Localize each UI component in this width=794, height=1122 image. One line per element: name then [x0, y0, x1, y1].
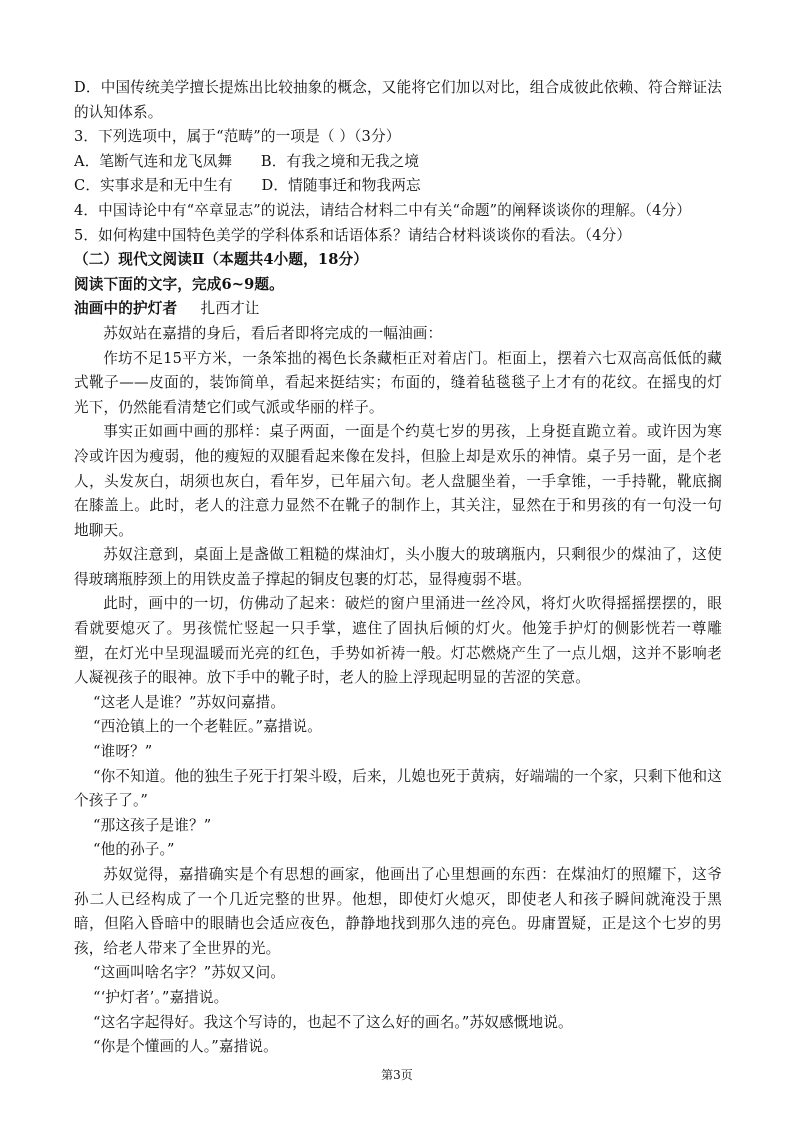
- story-dialogue: “你是个懂画的人。”嘉措说。: [92, 1038, 278, 1056]
- story-dialogue: “那这孩子是谁？”: [92, 816, 212, 834]
- question-3: 3．下列选项中，属于“范畴”的一项是（ ）（3分）: [74, 128, 401, 146]
- question-3-options-ab: A．笔断气连和龙飞凤舞 B．有我之境和无我之境: [74, 152, 420, 170]
- story-dialogue: “这老人是谁？”苏奴问嘉措。: [92, 693, 286, 711]
- story-paragraph: 事实正如画中画的那样：桌子两面，一面是个约莫七岁的男孩，上身挺直跪立着。或许因为寒冷或许因为瘦弱，他的瘦短的双腿看起来像在发抖，但脸上却是欢乐的神情。桌子另一面，是个老人，头发灰白，胡须也灰白，看年岁，已年届六旬。老人盘腿坐着，一手拿锥，一手持靴，靴底搁在膝盖上。此时，老人的注意力显然不在靴子的制作上，其关注，显然在于和男孩的有一句没一句地聊天。: [74, 423, 722, 539]
- story-author: 扎西才让: [200, 300, 260, 318]
- story-paragraph: 此时，画中的一切，仿佛动了起来：破烂的窗户里涌进一丝冷风，将灯火吹得摇摇摆摆的，眼看就要熄灭了。男孩慌忙竖起一只手掌，遮住了固执后倾的灯火。他笼手护灯的侧影恍若一尊雕塑，在灯光中呈现温暖而光亮的红色，手势如祈祷一般。灯芯燃烧产生了一点儿烟，这并不影响老人凝视孩子的眼神。放下手中的靴子时，老人的脸上浮现起明显的苦涩的笑意。: [74, 595, 722, 687]
- section-heading: （二）现代文阅读Ⅱ（本题共4小题，18分）: [74, 251, 369, 269]
- section-instruction: 阅读下面的文字，完成6~9题。: [74, 275, 284, 293]
- story-dialogue: “这画叫啥名字？”苏奴又问。: [92, 964, 286, 982]
- page-number: 第3页: [381, 1068, 413, 1082]
- story-dialogue: “西沧镇上的一个老鞋匠。”嘉措说。: [92, 718, 323, 736]
- story-title-row: [74, 297, 722, 322]
- story-dialogue: “‘护灯者’。”嘉措说。: [92, 988, 229, 1006]
- question-4: 4．中国诗论中有“卒章显志”的说法，请结合材料二中有关“命题”的阐释谈谈你的理解。（4分）: [74, 201, 692, 219]
- story-paragraph: 苏奴站在嘉措的身后，看后者即将完成的一幅油画：: [103, 324, 443, 342]
- story-title: 油画中的护灯者: [74, 300, 178, 318]
- page-content: [74, 76, 722, 1060]
- question-3-options-cd: C．实事求是和无中生有 D．情随事迁和物我两忘: [74, 177, 421, 195]
- question-2-option-d: D．中国传统美学擅长提炼出比较抽象的概念，又能将它们加以对比，组合成彼此依赖、符合辩证法的认知体系。: [74, 79, 722, 121]
- story-dialogue: “这名字起得好。我这个写诗的，也起不了这么好的画名。”苏奴感慨地说。: [92, 1013, 573, 1031]
- story-dialogue: “你不知道。他的独生子死于打架斗殴，后来，儿媳也死于黄病，好端端的一个家，只剩下他和这个孩子了。”: [74, 767, 722, 810]
- question-5: 5．如何构建中国特色美学的学科体系和话语体系？请结合材料谈谈你的看法。（4分）: [74, 226, 632, 244]
- story-paragraph: 作坊不足15平方米，一条笨拙的褐色长条藏柜正对着店门。柜面上，摆着六七双高高低低的藏式靴子——皮面的，装饰简单，看起来挺结实；布面的，缝着毡毯毯子上才有的花纹。在摇曳的灯光下，仍然能看清楚它们或气派或华丽的样子。: [74, 349, 722, 416]
- story-dialogue: “谁呀？”: [92, 743, 153, 761]
- story-dialogue: “他的孙子。”: [92, 841, 175, 859]
- story-paragraph: 苏奴觉得，嘉措确实是个有思想的画家，他画出了心里想画的东西：在煤油灯的照耀下，这爷孙二人已经构成了一个几近完整的世界。他想，即使灯火熄灭，即使老人和孩子瞬间就淹没于黑暗，但陷入昏暗中的眼睛也会适应夜色，静静地找到那久违的亮色。毋庸置疑，正是这个七岁的男孩，给老人带来了全世界的光。: [74, 866, 722, 957]
- story-paragraph: 苏奴注意到，桌面上是盏做工粗糙的煤油灯，头小腹大的玻璃瓶内，只剩很少的煤油了，这使得玻璃瓶脖颈上的用铁皮盖子撑起的铜皮包裹的灯芯，显得瘦弱不堪。: [74, 546, 722, 588]
